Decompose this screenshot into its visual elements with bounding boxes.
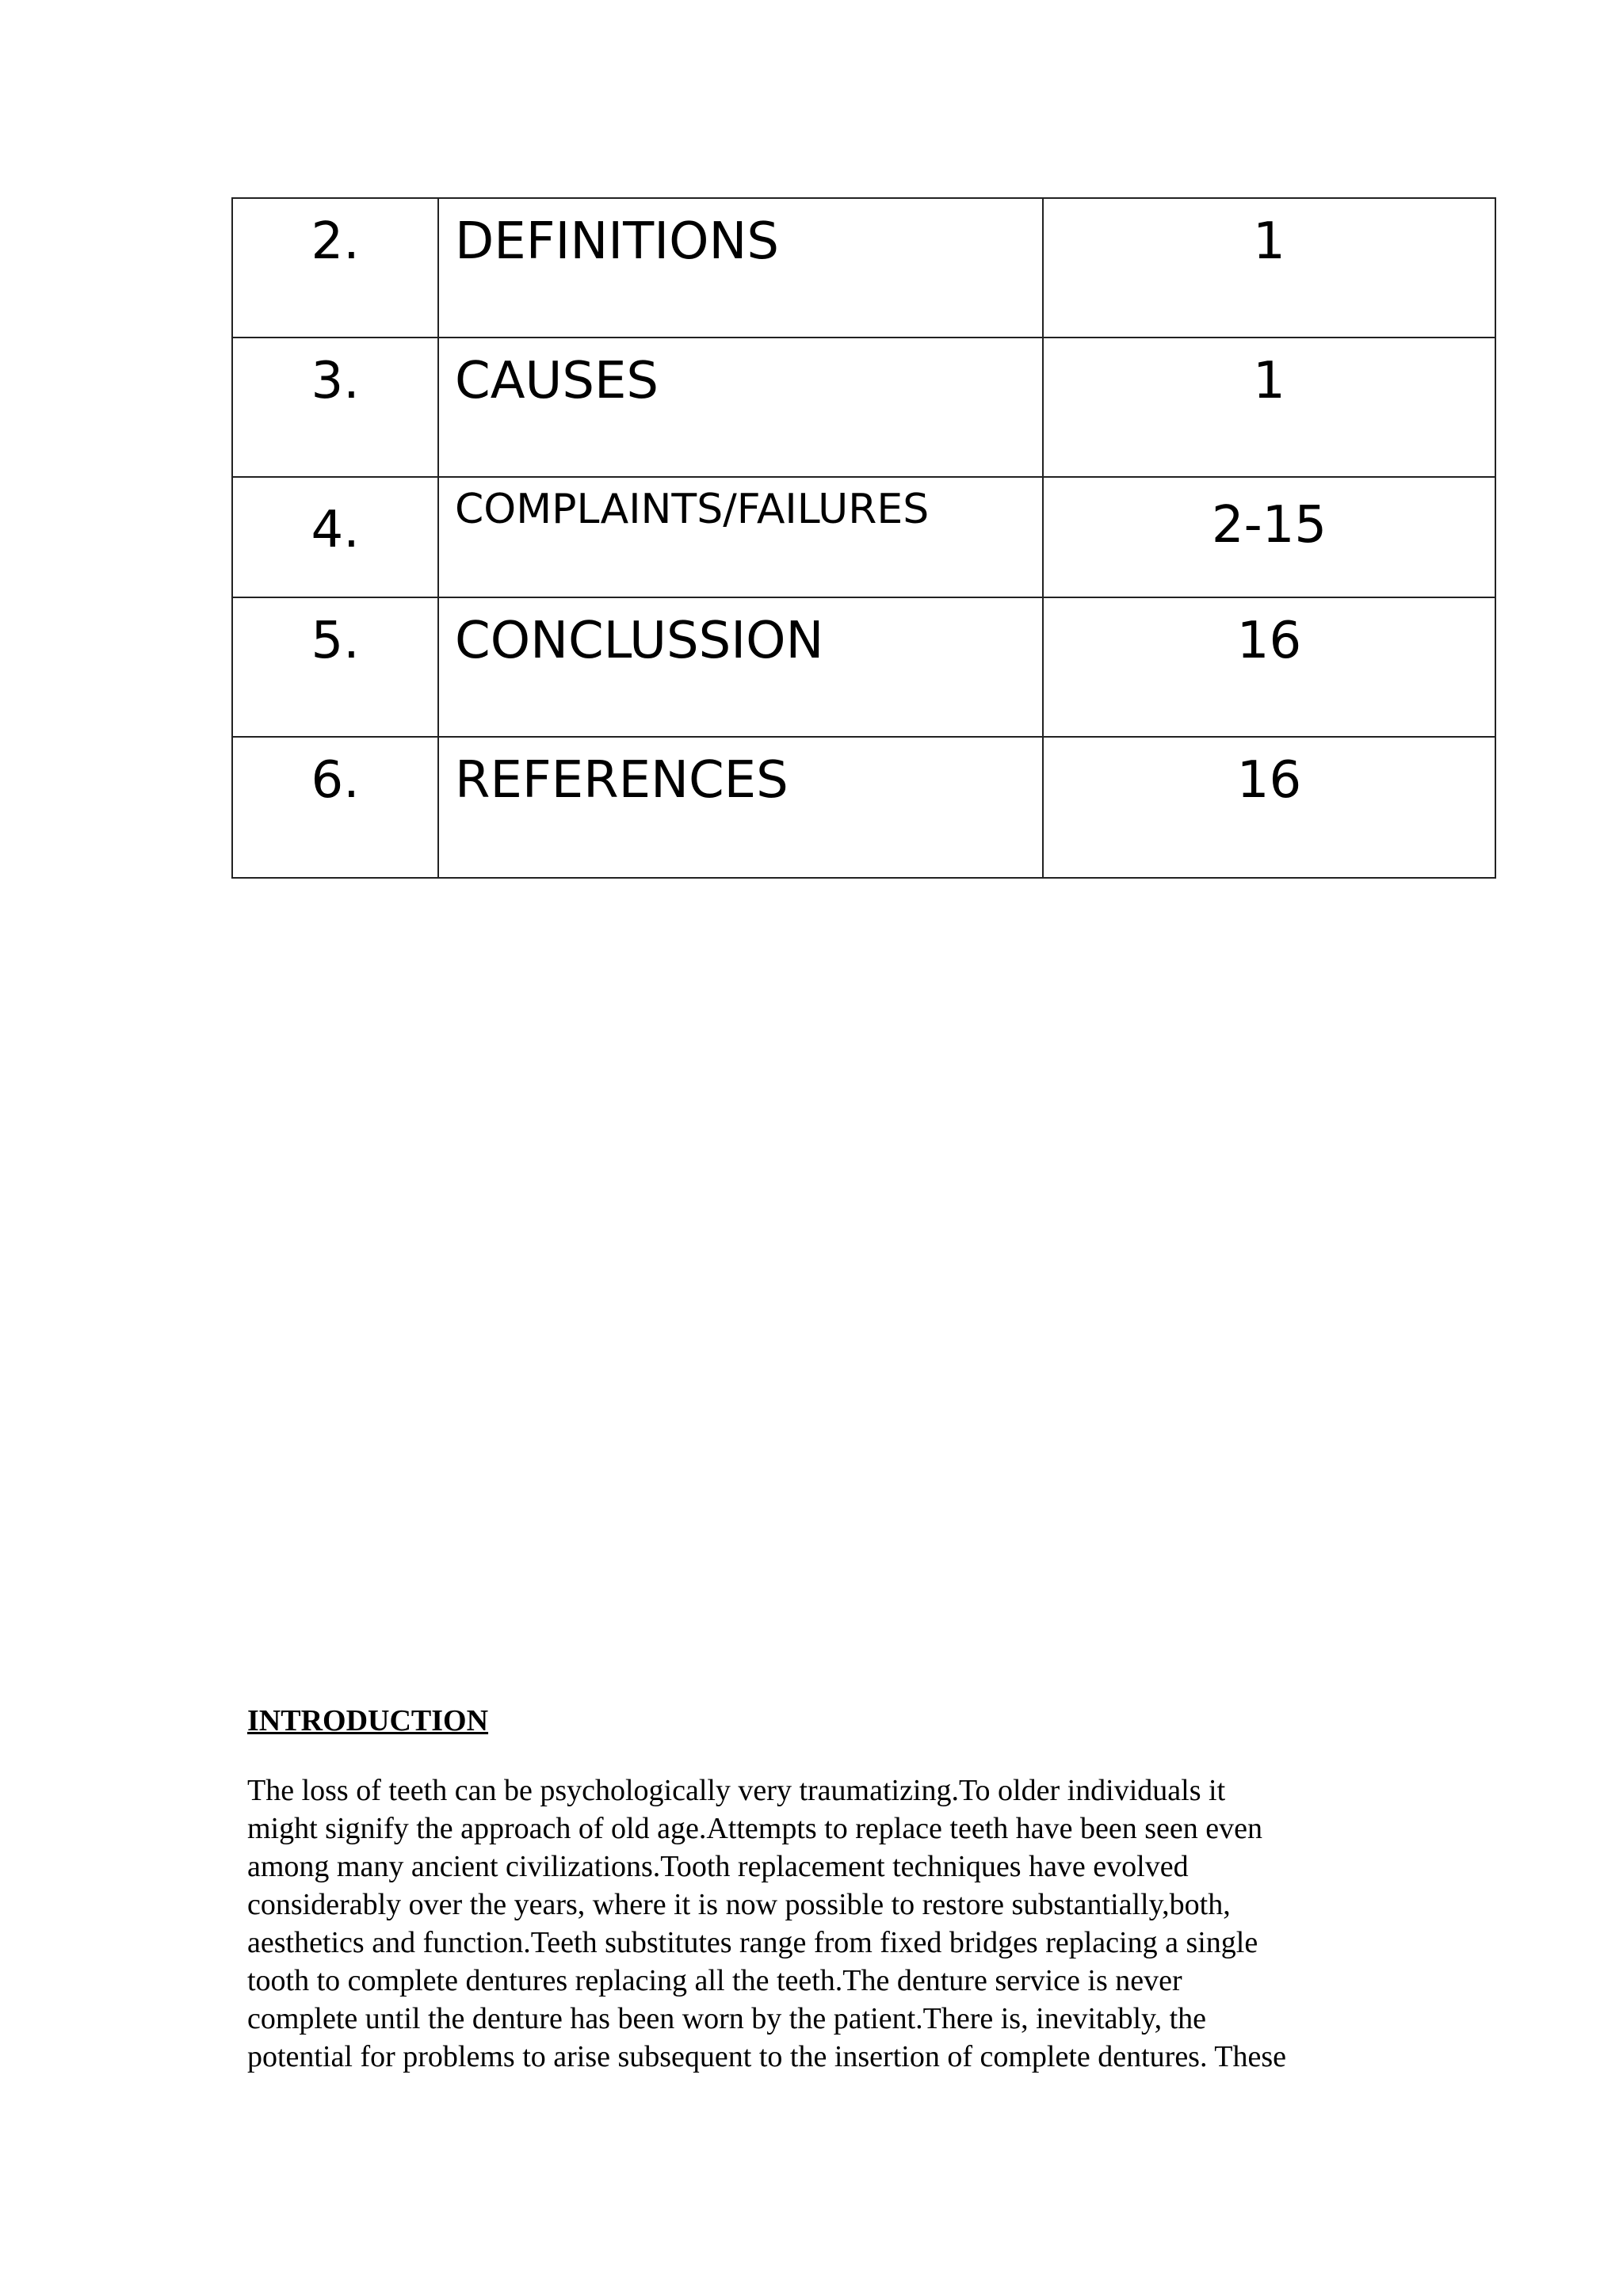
toc-row (232, 338, 1495, 477)
toc-number: 2. (232, 198, 438, 338)
toc-title: CAUSES (438, 338, 1043, 477)
paragraph-line: The loss of teeth can be psychologically very traumatizing.To older individuals it (247, 1774, 1226, 1807)
toc-row (232, 477, 1495, 597)
introduction-heading: INTRODUCTION (247, 1704, 489, 1737)
introduction-section (247, 1703, 1420, 2076)
toc-page: 2-15 (1043, 477, 1495, 597)
toc-page: 1 (1043, 198, 1495, 338)
introduction-paragraph (247, 1772, 1420, 2076)
toc-number: 5. (232, 597, 438, 737)
toc-row (232, 198, 1495, 338)
toc-page: 16 (1043, 597, 1495, 737)
toc-title: REFERENCES (438, 737, 1043, 878)
toc-number: 4. (232, 477, 438, 597)
toc-number: 6. (232, 737, 438, 878)
paragraph-line: potential for problems to arise subsequent to the insertion of complete dentures. These (247, 2040, 1287, 2073)
toc-row (232, 737, 1495, 878)
paragraph-line: among many ancient civilizations.Tooth replacement techniques have evolved (247, 1850, 1189, 1883)
toc-page: 16 (1043, 737, 1495, 878)
toc-number: 3. (232, 338, 438, 477)
toc-title: CONCLUSSION (438, 597, 1043, 737)
paragraph-line: tooth to complete dentures replacing all the teeth.The denture service is never (247, 1964, 1182, 1997)
toc-title: COMPLAINTS/FAILURES (438, 477, 1043, 597)
toc-title: DEFINITIONS (438, 198, 1043, 338)
paragraph-line: considerably over the years, where it is now possible to restore substantially,both, (247, 1888, 1231, 1921)
paragraph-line: aesthetics and function.Teeth substitutes range from fixed bridges replacing a single (247, 1926, 1258, 1959)
toc-page: 1 (1043, 338, 1495, 477)
toc-row (232, 597, 1495, 737)
paragraph-line: might signify the approach of old age.Attempts to replace teeth have been seen even (247, 1812, 1262, 1845)
table-of-contents (231, 197, 1496, 879)
paragraph-line: complete until the denture has been worn by the patient.There is, inevitably, the (247, 2002, 1206, 2035)
